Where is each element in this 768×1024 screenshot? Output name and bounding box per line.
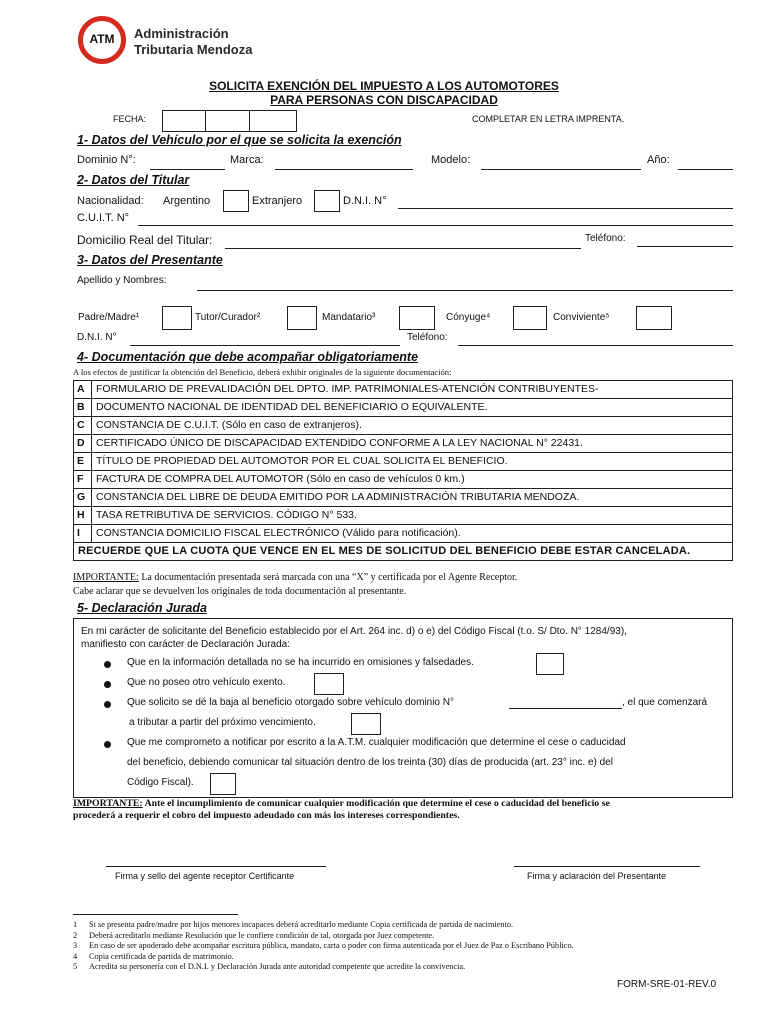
padre-label: Padre/Madre¹	[78, 312, 140, 323]
footnote-number: 5	[73, 962, 78, 971]
declaration-intro-line1: En mi carácter de solicitante del Beneficio establecido por el Art. 264 inc. d) o e) del Código Fiscal (t.o. S/ Dto. N° 1284/93),	[81, 626, 627, 637]
documentation-item: TÍTULO DE PROPIEDAD DEL AUTOMOTOR POR EL CUAL SOLICITA EL BENEFICIO.	[92, 453, 733, 471]
tutor-label: Tutor/Curador²	[195, 312, 261, 323]
form-title-line1: SOLICITA EXENCIÓN DEL IMPUESTO A LOS AUTOMOTORES	[209, 79, 559, 93]
org-name-line1: Administración	[134, 26, 229, 41]
print-instruction: COMPLETAR EN LETRA IMPRENTA.	[472, 114, 625, 124]
presentante-dni-label: D.N.I. N°	[77, 332, 117, 343]
form-title-line2: PARA PERSONAS CON DISCAPACIDAD	[270, 93, 498, 107]
footnote-text: Si se presenta padre/madre por hijos menores incapaces deberá acreditarlo mediante Copia certificada de partida de nacimiento.	[89, 920, 514, 929]
declaration-intro-line2: manifiesto con carácter de Declaración Jurada:	[81, 639, 290, 650]
documentation-letter[interactable]: G	[74, 489, 92, 507]
documentation-item: CONSTANCIA DE C.U.I.T. (Sólo en caso de extranjeros).	[92, 417, 733, 435]
atm-logo	[78, 16, 278, 68]
cuit-label: C.U.I.T. N°	[77, 212, 130, 224]
dominio-label: Dominio N°:	[77, 154, 136, 166]
tutor-checkbox[interactable]	[287, 306, 317, 330]
documentation-row	[74, 525, 733, 543]
documentation-item: CERTIFICADO ÚNICO DE DISCAPACIDAD EXTENDIDO CONFORME A LA LEY NACIONAL N° 22431.	[92, 435, 733, 453]
mandatario-checkbox[interactable]	[399, 306, 435, 330]
section4-heading: 4- Documentación que debe acompañar obligatoriamente	[77, 350, 419, 364]
domicilio-field[interactable]	[225, 248, 581, 249]
conviviente-label: Conviviente⁵	[553, 312, 610, 323]
argentino-label: Argentino	[163, 195, 211, 207]
warning-line2: procederá a requerir el cobro del impuesto adeudado con más los intereses correspondientes.	[73, 810, 460, 821]
important-note	[73, 572, 517, 583]
declaration-item4-line2: del beneficio, debiendo comunicar tal situación dentro de los treinta (30) días de producida (art. 23° inc. e) del	[127, 757, 613, 768]
documentation-row	[74, 453, 733, 471]
atm-logo-acronym: ATM	[89, 32, 115, 46]
extranjero-label: Extranjero	[252, 195, 303, 207]
mandatario-label: Mandatario³	[322, 312, 376, 323]
footnote	[73, 962, 733, 973]
agent-signature-label: Firma y sello del agente receptor Certificante	[115, 871, 295, 881]
documentation-intro: A los efectos de justificar la obtención del Beneficio, deberá exhibir originales de la siguiente documentación:	[73, 367, 452, 377]
extranjero-checkbox[interactable]	[314, 190, 340, 212]
declaration-item3-line1b: , el que comenzará	[622, 697, 708, 708]
important-label: IMPORTANTE:	[73, 572, 139, 583]
declaration-item2: Que no poseo otro vehículo exento.	[127, 677, 286, 688]
footnote-number: 2	[73, 930, 78, 940]
dominio-field[interactable]	[150, 169, 225, 170]
footnote-text: Deberá acreditarlo mediante Resolución que le confiere condición de tal, otorgada por Juez competente.	[89, 930, 435, 940]
section5-heading: 5- Declaración Jurada	[77, 601, 207, 615]
apellido-field[interactable]	[197, 290, 733, 291]
documentation-row	[74, 507, 733, 525]
domicilio-label: Domicilio Real del Titular:	[77, 233, 213, 247]
anio-field[interactable]	[678, 169, 733, 170]
bullet-icon	[104, 681, 111, 688]
bullet-icon	[104, 741, 111, 748]
section1-heading: 1- Datos del Vehículo por el que se solicita la exención	[77, 133, 402, 147]
titular-telefono-label: Teléfono:	[585, 233, 626, 244]
fecha-year-box[interactable]	[249, 110, 297, 132]
section3-heading: 3- Datos del Presentante	[77, 253, 223, 267]
documentation-letter[interactable]: C	[74, 417, 92, 435]
documentation-letter[interactable]: D	[74, 435, 92, 453]
atm-logo-circle	[78, 16, 126, 64]
footnote-text: Acredita su personería con el D.N.I. y Declaración Jurada ante autoridad competente que acredite la convivencia.	[89, 962, 466, 971]
conyuge-label: Cónyuge⁴	[446, 312, 491, 323]
section2-heading: 2- Datos del Titular	[77, 173, 190, 187]
cuota-reminder: RECUERDE QUE LA CUOTA QUE VENCE EN EL MES DE SOLICITUD DEL BENEFICIO DEBE ESTAR CANCELADA.	[74, 543, 733, 561]
presentante-telefono-field[interactable]	[458, 345, 733, 346]
reminder-row	[74, 543, 733, 561]
declaration-item4-line3: Código Fiscal).	[127, 777, 194, 788]
marca-field[interactable]	[275, 169, 413, 170]
footnote-number: 4	[73, 951, 78, 961]
important-text: La documentación presentada será marcada con una “X” y certificada por el Agente Receptor.	[138, 572, 518, 583]
form-code: FORM-SRE-01-REV.0	[617, 979, 717, 990]
return-note: Cabe aclarar que se devuelven los originales de toda documentación al presentante.	[73, 586, 407, 597]
documentation-item: CONSTANCIA DOMICILIO FISCAL ELECTRÓNICO (Válido para notificación).	[92, 525, 733, 543]
agent-signature-line[interactable]	[106, 866, 326, 867]
titular-dni-field[interactable]	[398, 208, 733, 209]
warning-label: IMPORTANTE:	[73, 798, 143, 809]
warning-line1	[73, 798, 610, 809]
footnote	[73, 931, 733, 942]
footnote-text: En caso de ser apoderado debe acompañar escritura pública, mandato, carta o poder con firma autenticada por el Juez de Paz o Escribano Público.	[89, 941, 574, 950]
documentation-item: TASA RETRIBUTIVA DE SERVICIOS. CÓDIGO N° 533.	[92, 507, 733, 525]
bullet-icon	[104, 661, 111, 668]
documentation-row	[74, 489, 733, 507]
apellido-label: Apellido y Nombres:	[77, 275, 167, 286]
documentation-row	[74, 381, 733, 399]
footnote-number: 1	[73, 920, 78, 929]
fecha-label: FECHA:	[113, 114, 147, 124]
org-name-line2: Tributaria Mendoza	[134, 42, 253, 57]
footnote	[73, 952, 733, 963]
marca-label: Marca:	[230, 154, 264, 166]
nacionalidad-label: Nacionalidad:	[77, 195, 144, 207]
declaration-item4-line1: Que me comprometo a notificar por escrito a la A.T.M. cualquier modificación que determine el cese o caducidad	[127, 737, 626, 748]
presenter-signature-label: Firma y aclaración del Presentante	[527, 871, 667, 881]
documentation-row	[74, 435, 733, 453]
documentation-letter[interactable]: B	[74, 399, 92, 417]
fecha-day-box[interactable]	[162, 110, 207, 132]
footnote-text: Copia certificada de partida de matrimonio.	[89, 951, 234, 961]
footnote-number: 3	[73, 941, 78, 950]
bullet-icon	[104, 701, 111, 708]
documentation-row	[74, 417, 733, 435]
fecha-month-box[interactable]	[205, 110, 251, 132]
conyuge-checkbox[interactable]	[513, 306, 547, 330]
documentation-row	[74, 471, 733, 489]
documentation-table	[73, 380, 733, 561]
documentation-letter[interactable]: H	[74, 507, 92, 525]
cuit-field[interactable]	[138, 225, 733, 226]
padre-checkbox[interactable]	[162, 306, 192, 330]
dominio-baja-field[interactable]	[509, 708, 622, 709]
documentation-letter[interactable]: F	[74, 471, 92, 489]
declaration-item4-checkbox[interactable]	[210, 773, 236, 795]
modelo-field[interactable]	[481, 169, 641, 170]
footnotes	[73, 920, 733, 973]
documentation-letter[interactable]: I	[74, 525, 92, 543]
documentation-item: CONSTANCIA DEL LIBRE DE DEUDA EMITIDO POR LA ADMINISTRACIÓN TRIBUTARIA MENDOZA.	[92, 489, 733, 507]
titular-telefono-field[interactable]	[637, 246, 733, 247]
documentation-letter[interactable]: E	[74, 453, 92, 471]
presenter-signature-line[interactable]	[514, 866, 700, 867]
documentation-item: FACTURA DE COMPRA DEL AUTOMOTOR (Sólo en caso de vehículos 0 km.)	[92, 471, 733, 489]
declaration-item3-line2: a tributar a partir del próximo vencimiento.	[129, 717, 316, 728]
footnote	[73, 920, 733, 931]
modelo-label: Modelo:	[431, 154, 471, 166]
conviviente-checkbox[interactable]	[636, 306, 672, 330]
warning-text: Ante el incumplimiento de comunicar cualquier modificación que determine el cese o caducidad del beneficio se	[142, 798, 610, 809]
declaration-item1-checkbox[interactable]	[536, 653, 564, 675]
declaration-item2-checkbox[interactable]	[314, 673, 344, 695]
documentation-item: FORMULARIO DE PREVALIDACIÓN DEL DPTO. IMP. PATRIMONIALES-ATENCIÓN CONTRIBUYENTES-	[92, 381, 733, 399]
footnote-separator	[73, 914, 238, 915]
argentino-checkbox[interactable]	[223, 190, 249, 212]
documentation-row	[74, 399, 733, 417]
documentation-letter[interactable]: A	[74, 381, 92, 399]
anio-label: Año:	[647, 154, 670, 166]
declaration-item3-line1a: Que solicito se dé la baja al beneficio otorgado sobre vehículo dominio N°	[127, 697, 454, 708]
documentation-item: DOCUMENTO NACIONAL DE IDENTIDAD DEL BENEFICIARIO O EQUIVALENTE.	[92, 399, 733, 417]
presentante-telefono-label: Teléfono:	[407, 332, 448, 343]
declaration-item1: Que en la información detallada no se ha incurrido en omisiones y falsedades.	[127, 657, 474, 668]
footnote	[73, 941, 733, 952]
titular-dni-label: D.N.I. N°	[343, 195, 387, 207]
declaration-item3-checkbox[interactable]	[351, 713, 381, 735]
presentante-dni-field[interactable]	[130, 345, 400, 346]
